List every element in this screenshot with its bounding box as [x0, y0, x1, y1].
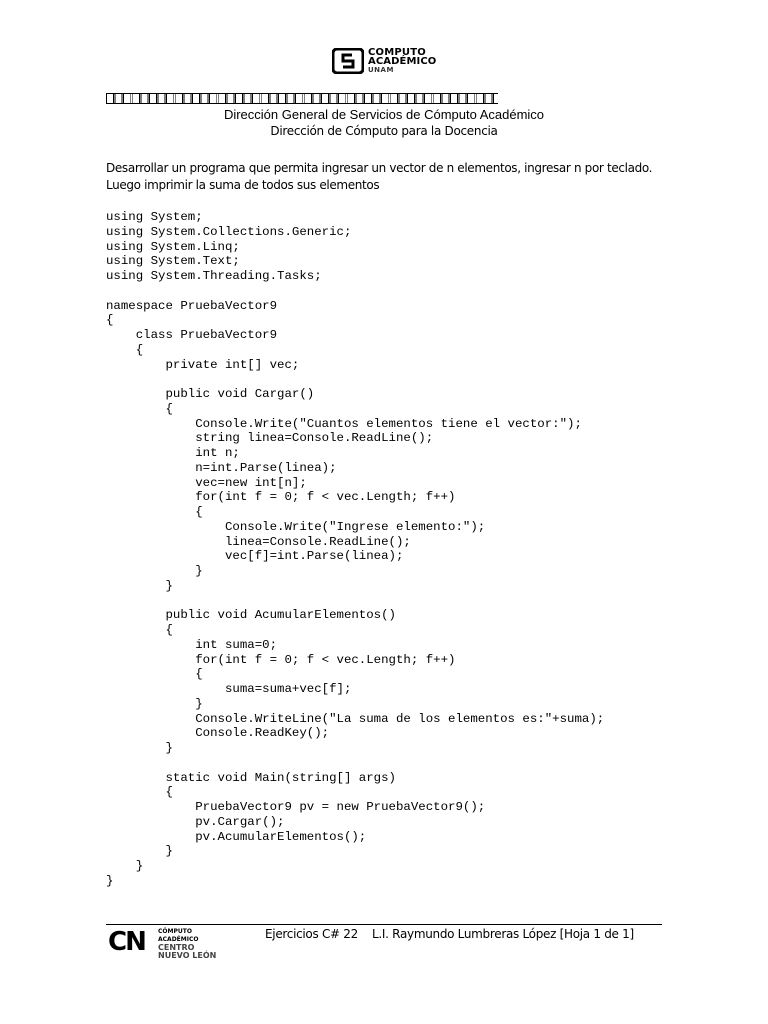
code-listing: using System; using System.Collections.Generic; using System.Linq; using System.Text; using System.Threading.Tasks; namespace PruebaVector9 { class PruebaVector9 { private int[] vec; public void Cargar() { Console.Write("Cuantos elementos tiene el vector:"); string linea=Console.ReadLine(); int n; n=int.Parse(linea); vec=new int[n]; for(int f = 0; f < vec.Length; f++) { Console.Write("Ingrese elemento:"); linea=Console.ReadLine(); vec[f]=int.Parse(linea); } } public void AcumularElementos() { int suma=0; for(int f = 0; f < vec.Length; f++) { suma=suma+vec[f]; } Console.WriteLine("La suma de los elementos es:"+suma); Console.ReadKey(); } static void Main(string[] args) { PruebaVector9 pv = new PruebaVector9(); pv.Cargar(); pv.AcumularElementos(); } } } — [106, 210, 605, 888]
cn-logo-line-2: CENTRO — [158, 943, 195, 952]
footer-text: Ejercicios C# 22 L.I. Raymundo Lumbreras López [Hoja 1 de 1] — [265, 927, 634, 941]
computo-academico-logo — [332, 48, 442, 76]
computo-logo-mark-icon — [332, 48, 364, 74]
logo-line-3: UNAM — [368, 66, 394, 74]
logo-line-1: COMPUTO — [368, 47, 426, 58]
cn-logo-mark: CN — [108, 927, 145, 957]
logo-line-2: ACADÉMICO — [368, 56, 437, 67]
unrendered-glyph-row — [106, 93, 498, 104]
cn-logo-line-1: CÓMPUTO ACADÉMICO — [158, 928, 199, 943]
centro-nuevo-leon-logo — [108, 927, 228, 960]
cn-logo-wordmark — [158, 928, 228, 960]
document-title: Dirección General de Servicios de Cómputo Académico — [223, 107, 545, 122]
exercise-statement: Desarrollar un programa que permita ingresar un vector de n elementos, ingresar n por teclado. Luego imprimir la suma de todos sus elementos — [106, 161, 653, 192]
cn-logo-line-3: NUEVO LEÓN — [158, 951, 217, 960]
logo-wordmark — [368, 48, 436, 75]
footer-divider — [106, 924, 662, 925]
document-subtitle: Dirección de Cómputo para la Docencia — [270, 124, 498, 138]
